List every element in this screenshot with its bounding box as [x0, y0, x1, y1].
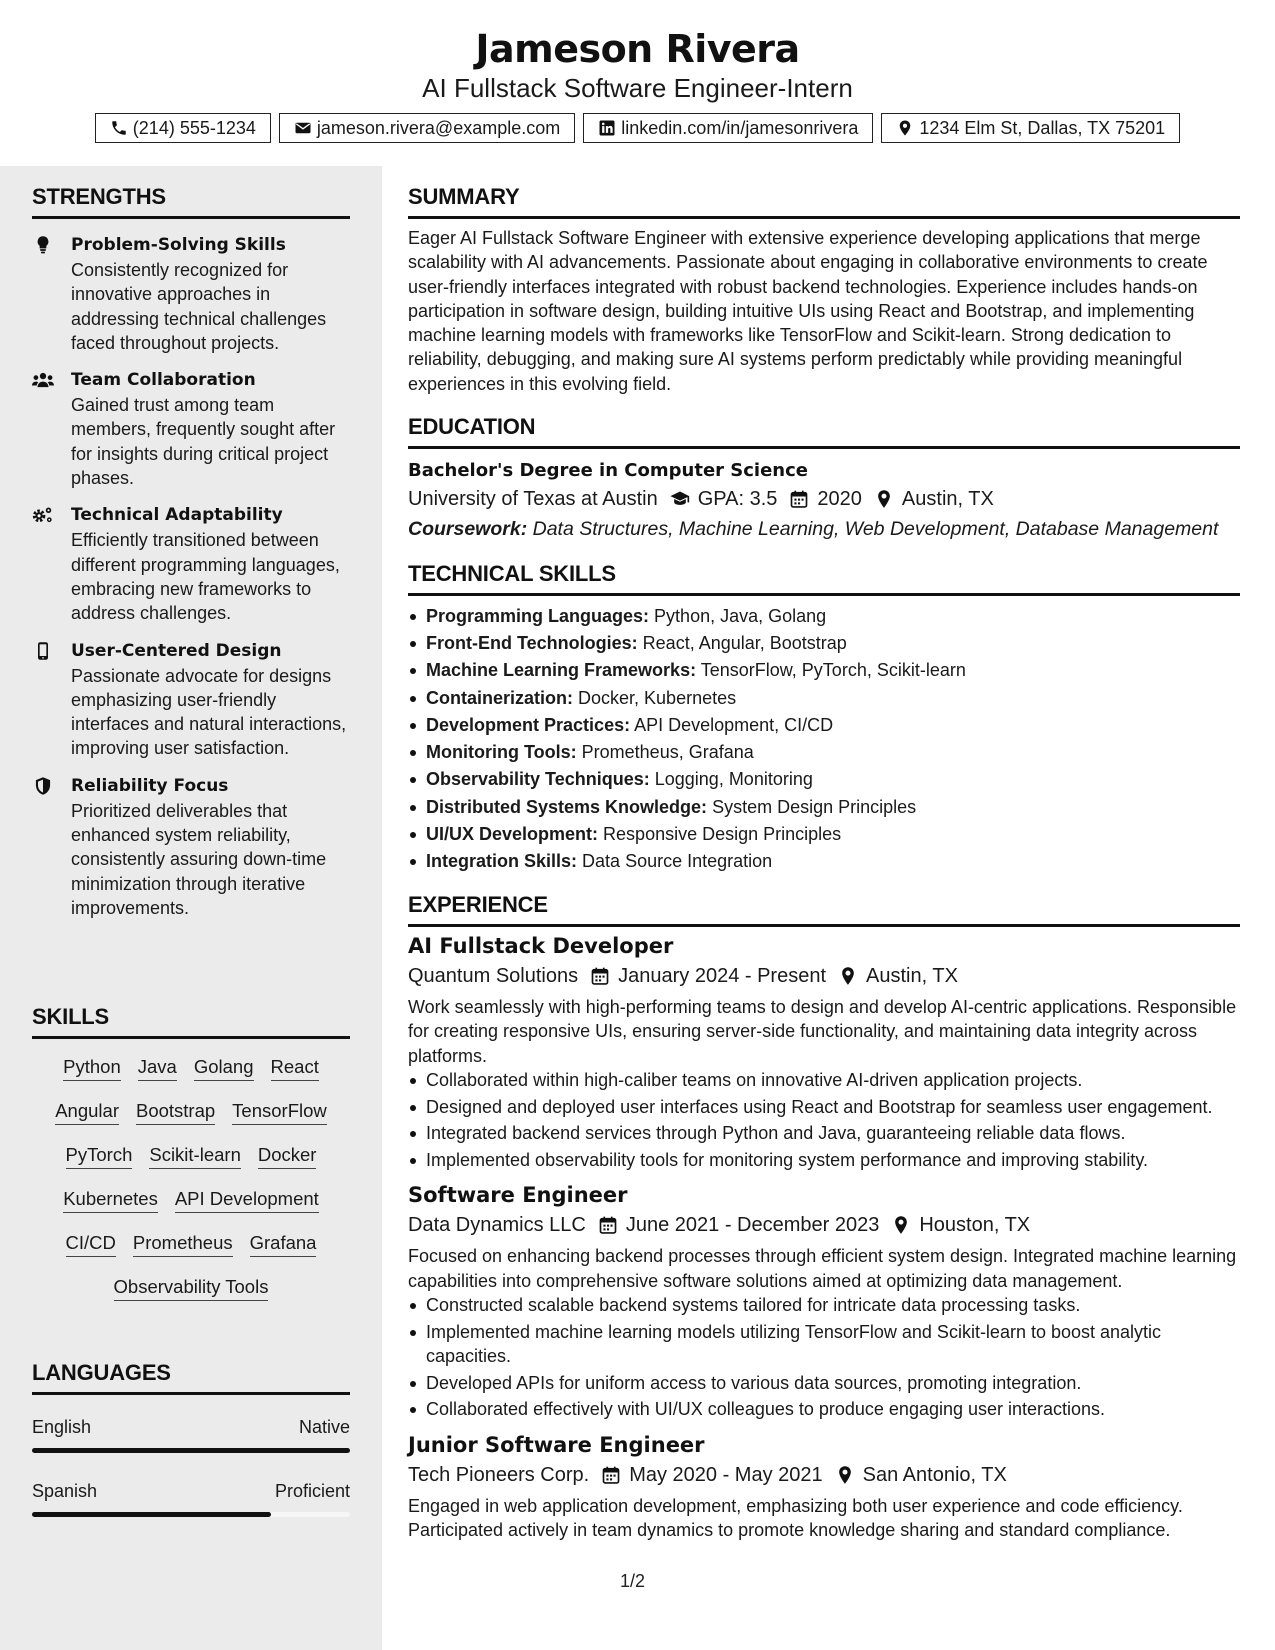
job-description: Work seamlessly with high-performing teams to design and develop AI-centric applications. Responsible for creating responsive UIs, ensuring server-side functionality, and maintaining data integrity across platforms.: [408, 997, 1237, 1066]
graduation-cap-icon: [670, 489, 690, 509]
experience-title: EXPERIENCE: [408, 892, 1240, 927]
language-item: [32, 1415, 350, 1453]
skill-values: TensorFlow, PyTorch, Scikit-learn: [700, 660, 966, 681]
company-name: Quantum Solutions: [408, 965, 579, 988]
school-name: University of Texas at Austin: [408, 488, 658, 511]
candidate-name: Jameson Rivera: [475, 27, 800, 71]
skill-tag: Bootstrap: [136, 1099, 215, 1125]
contact-address[interactable]: [881, 113, 1180, 143]
skill-tag: Observability Tools: [114, 1275, 269, 1301]
summary-section: [408, 184, 1240, 396]
job-dates: May 2020 - May 2021: [629, 1463, 823, 1486]
strength-name: User-Centered Design: [71, 640, 282, 661]
strength-item: [32, 367, 350, 490]
skill-tag: React: [271, 1055, 319, 1081]
skill-values: API Development, CI/CD: [634, 714, 834, 735]
job-dates: June 2021 - December 2023: [625, 1214, 880, 1237]
list-item: [408, 739, 1240, 766]
map-pin-icon: [891, 1215, 911, 1235]
language-bar: [32, 1448, 350, 1453]
contact-linkedin[interactable]: [583, 113, 873, 143]
strength-name: Reliability Focus: [71, 775, 229, 796]
job-meta: [408, 1210, 1240, 1240]
list-item: [408, 848, 1240, 875]
gpa-text: GPA: 3.5: [697, 488, 778, 511]
skill-tag: Python: [63, 1055, 121, 1081]
candidate-title: AI Fullstack Software Engineer-Intern: [422, 73, 853, 103]
strength-desc: Prioritized deliverables that enhanced system reliability, consistently assuring down-time minimization through iterative improvements.: [71, 800, 327, 918]
skill-tag: Docker: [258, 1143, 317, 1169]
languages-section: [32, 1360, 350, 1517]
strength-desc: Passionate advocate for designs emphasizing user-friendly interfaces and natural interactions, improving user satisfaction.: [71, 665, 347, 759]
education-meta: [408, 484, 1240, 514]
list-item: [408, 712, 1240, 739]
skill-tag: Prometheus: [133, 1231, 233, 1257]
skill-category: Containerization:: [426, 687, 573, 708]
strength-item: [32, 638, 350, 761]
list-item: [408, 603, 1240, 630]
calendar-icon: [590, 966, 610, 986]
language-item: [32, 1479, 350, 1517]
cogs-icon: [32, 505, 54, 525]
job-description: Focused on enhancing backend processes through efficient system design. Integrated machine learning capabilities into comprehensive software solutions aimed at optimizing data management.: [408, 1246, 1237, 1291]
job-bullets: [408, 1068, 1240, 1172]
list-item: Designed and deployed user interfaces using React and Bootstrap for seamless user engagement.: [408, 1095, 1240, 1119]
technical-skills-title: TECHNICAL SKILLS: [408, 561, 1240, 596]
list-item: Constructed scalable backend systems tailored for intricate data processing tasks.: [408, 1293, 1240, 1317]
skill-values: Logging, Monitoring: [654, 769, 813, 790]
job-entry: [408, 931, 1240, 1172]
coursework-label: Coursework:: [408, 518, 528, 541]
mobile-icon: [32, 641, 54, 661]
skill-tag: CI/CD: [66, 1231, 116, 1257]
job-title: AI Fullstack Developer: [408, 934, 674, 959]
degree-name: Bachelor's Degree in Computer Science: [408, 460, 808, 482]
linkedin-icon: [598, 119, 616, 137]
skill-values: Python, Java, Golang: [654, 606, 827, 627]
job-title: Junior Software Engineer: [408, 1432, 705, 1457]
map-pin-icon: [835, 1465, 855, 1485]
contact-email-text: jameson.rivera@example.com: [316, 117, 561, 138]
skill-values: Docker, Kubernetes: [578, 687, 737, 708]
list-item: Collaborated effectively with UI/UX colleagues to produce engaging user interactions.: [408, 1397, 1240, 1421]
language-name: Spanish: [32, 1481, 98, 1501]
skill-tag: Angular: [55, 1099, 119, 1125]
job-title: Software Engineer: [408, 1183, 628, 1208]
skill-tag: Golang: [194, 1055, 254, 1081]
strength-desc: Efficiently transitioned between different programming languages, embracing new frameworks to address challenges.: [71, 530, 340, 624]
calendar-icon: [598, 1215, 618, 1235]
experience-section: [408, 892, 1240, 1542]
job-dates: January 2024 - Present: [618, 965, 827, 988]
school-location: Austin, TX: [901, 488, 994, 511]
job-bullets: [408, 1293, 1240, 1422]
users-icon: [32, 370, 54, 390]
language-bar: [32, 1512, 350, 1517]
company-name: Tech Pioneers Corp.: [408, 1463, 590, 1486]
list-item: [408, 630, 1240, 657]
strengths-section: [32, 184, 350, 920]
job-location: Austin, TX: [866, 965, 958, 988]
contact-linkedin-text: linkedin.com/in/jamesonrivera: [621, 117, 859, 138]
skill-tag: Grafana: [250, 1231, 317, 1257]
list-item: Integrated backend services through Python and Java, guaranteeing reliable data flows.: [408, 1121, 1240, 1145]
calendar-icon: [601, 1465, 621, 1485]
skills-title: SKILLS: [32, 1004, 350, 1039]
skills-list: [32, 1055, 350, 1301]
contact-bar: [0, 113, 1275, 143]
skill-values: Responsive Design Principles: [603, 823, 842, 844]
calendar-icon: [789, 489, 809, 509]
lightbulb-icon: [32, 235, 54, 255]
list-item: Implemented machine learning models utilizing TensorFlow and Scikit-learn to boost analytic capacities.: [408, 1320, 1240, 1369]
coursework-list: Data Structures, Machine Learning, Web Development, Database Management: [532, 518, 1219, 541]
shield-icon: [32, 776, 54, 796]
list-item: Implemented observability tools for monitoring system performance and improving stability.: [408, 1148, 1240, 1172]
job-meta: [408, 1460, 1240, 1490]
summary-title: SUMMARY: [408, 184, 1240, 219]
map-pin-icon: [874, 489, 894, 509]
strength-item: [32, 773, 350, 920]
skill-category: Observability Techniques:: [426, 769, 650, 790]
left-sidebar: [0, 166, 382, 1650]
education-section: [408, 414, 1240, 544]
resume-header: [0, 0, 1275, 143]
skill-category: Front-End Technologies:: [426, 633, 638, 654]
languages-title: LANGUAGES: [32, 1360, 350, 1395]
map-pin-icon: [838, 966, 858, 986]
strength-name: Problem-Solving Skills: [71, 235, 286, 255]
strength-name: Technical Adaptability: [71, 505, 283, 526]
skill-tag: PyTorch: [66, 1143, 133, 1169]
language-name: English: [32, 1417, 92, 1437]
skill-category: Monitoring Tools:: [426, 742, 577, 763]
contact-phone[interactable]: [95, 113, 271, 143]
skill-tag: Kubernetes: [63, 1187, 158, 1213]
list-item: [408, 794, 1240, 821]
skill-category: Development Practices:: [426, 714, 631, 735]
skill-values: Data Source Integration: [582, 850, 773, 871]
skills-section: [32, 1004, 350, 1301]
language-bar-fill: [32, 1512, 271, 1517]
skill-values: System Design Principles: [712, 796, 917, 817]
list-item: Collaborated within high-caliber teams on innovative AI-driven application projects.: [408, 1068, 1240, 1092]
graduation-year: 2020: [817, 488, 862, 511]
education-title: EDUCATION: [408, 414, 1240, 449]
list-item: [408, 685, 1240, 712]
envelope-icon: [294, 119, 312, 137]
main-content: [408, 166, 1240, 1542]
strength-desc: Gained trust among team members, frequently sought after for insights during critical project phases.: [71, 395, 336, 489]
strength-name: Team Collaboration: [71, 370, 256, 391]
list-item: [408, 657, 1240, 684]
skill-values: React, Angular, Bootstrap: [642, 633, 847, 654]
job-meta: [408, 961, 1240, 991]
skill-category: Machine Learning Frameworks:: [426, 660, 697, 681]
skill-tag: API Development: [175, 1187, 319, 1213]
job-location: Houston, TX: [919, 1214, 1031, 1237]
skill-tag: Scikit-learn: [149, 1143, 241, 1169]
strength-item: [32, 232, 350, 355]
language-level: Native: [298, 1417, 350, 1437]
list-item: [408, 821, 1240, 848]
contact-phone-text: (214) 555-1234: [132, 117, 256, 138]
contact-address-text: 1234 Elm St, Dallas, TX 75201: [919, 117, 1166, 138]
skill-category: Distributed Systems Knowledge:: [426, 796, 708, 817]
strengths-title: STRENGTHS: [32, 184, 350, 219]
skill-values: Prometheus, Grafana: [581, 742, 754, 763]
page-number: 1/2: [620, 1571, 646, 1591]
coursework: [408, 514, 1240, 544]
skill-category: Integration Skills:: [426, 850, 578, 871]
strength-desc: Consistently recognized for innovative approaches in addressing technical challenges faced throughout projects.: [71, 260, 327, 353]
technical-skills-list: [408, 603, 1240, 875]
skill-tag: TensorFlow: [232, 1099, 327, 1125]
language-bar-fill: [32, 1448, 350, 1453]
company-name: Data Dynamics LLC: [408, 1214, 586, 1237]
phone-icon: [110, 119, 128, 137]
skill-category: UI/UX Development:: [426, 823, 599, 844]
list-item: Developed APIs for uniform access to various data sources, promoting integration.: [408, 1371, 1240, 1395]
summary-text: Eager AI Fullstack Software Engineer with extensive experience developing applications that merge scalability with AI advancements. Passionate about engaging in collaborative environments to create user-friendly interfaces integrated with robust backend technologies. Experience includes hands-on participation in software design, building intuitive UIs using React and Bootstrap, and implementing machine learning models with frameworks like TensorFlow and Scikit-learn. Strong dedication to reliability, debugging, and making sure AI systems perform predictably while providing meaningful experiences in this evolving field.: [408, 228, 1208, 394]
language-level: Proficient: [274, 1481, 350, 1501]
technical-skills-section: [408, 561, 1240, 875]
job-description: Engaged in web application development, emphasizing both user experience and code efficiency. Participated actively in team dynamics to promote knowledge sharing and standard compliance.: [408, 1495, 1183, 1540]
map-pin-icon: [896, 119, 914, 137]
skill-tag: Java: [138, 1055, 177, 1081]
job-entry: [408, 1430, 1240, 1543]
contact-email[interactable]: [279, 113, 575, 143]
job-location: San Antonio, TX: [862, 1463, 1007, 1486]
list-item: [408, 766, 1240, 793]
job-entry: [408, 1180, 1240, 1421]
strength-item: [32, 502, 350, 625]
skill-category: Programming Languages:: [426, 606, 650, 627]
